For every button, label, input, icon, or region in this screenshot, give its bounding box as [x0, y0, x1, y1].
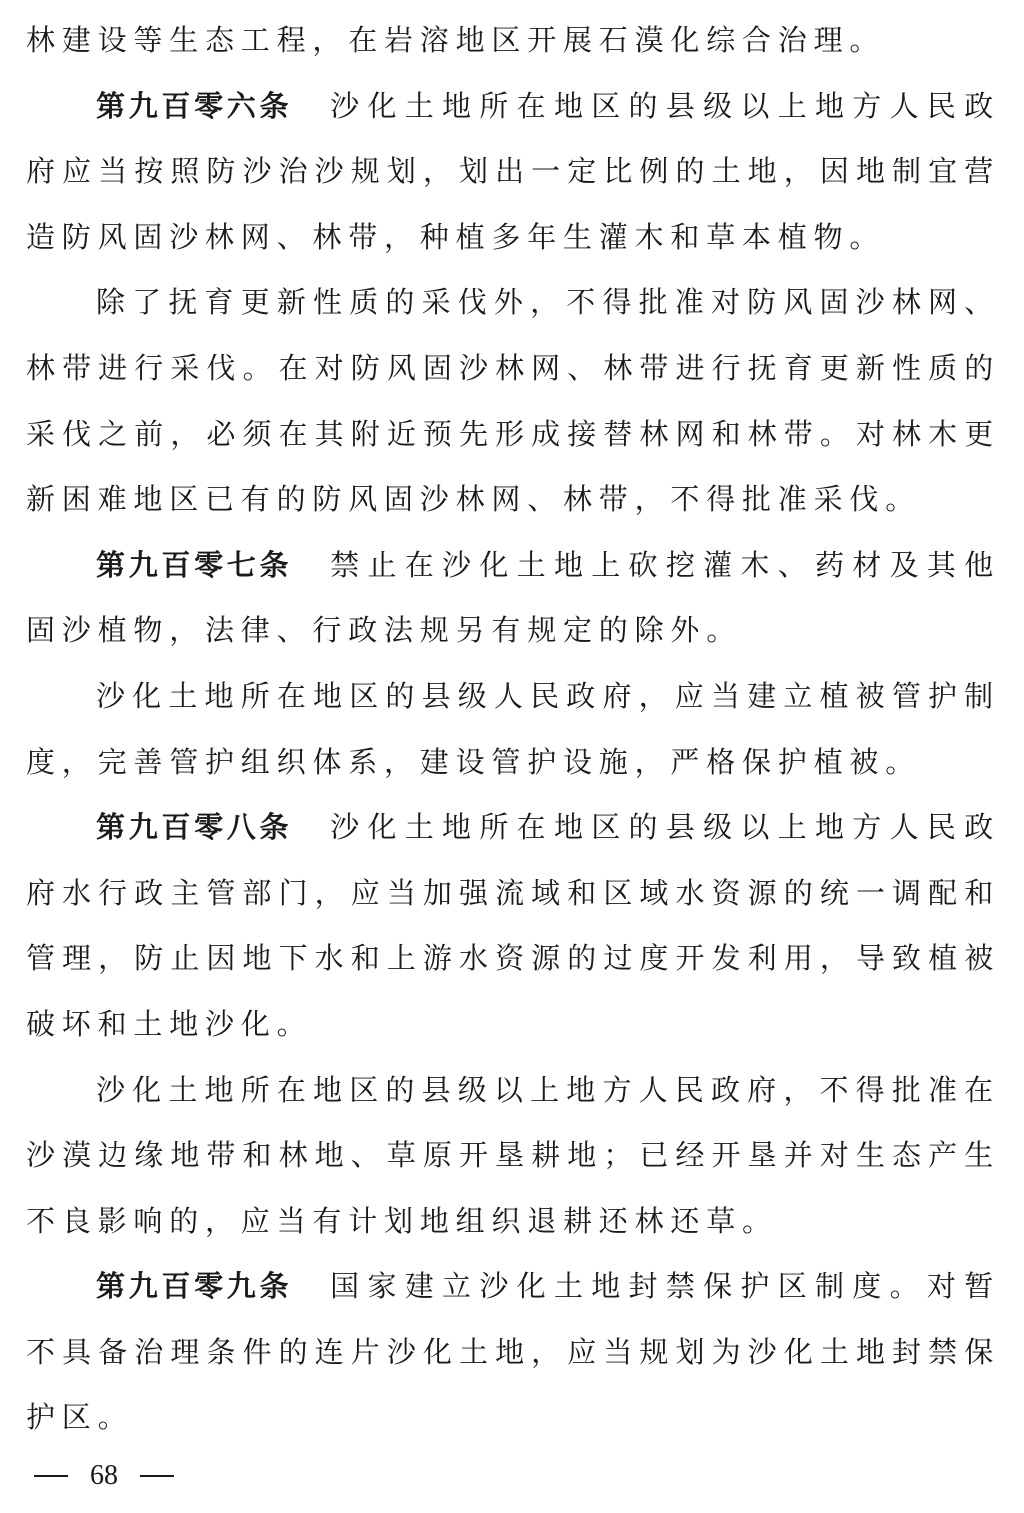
article-907-paragraph-2	[26, 664, 1000, 795]
paragraph-text: 沙化土地所在地区的县级以上地方人民政府应当按照防沙治沙规划，划出一定比例的土地，因地制宜营造防风固沙林网、林带，种植多年生灌木和草本植物。	[26, 88, 1000, 254]
paragraph-text: 除了抚育更新性质的采伐外，不得批准对防风固沙林网、林带进行采伐。在对防风固沙林网、林带进行抚育更新性质的采伐之前，必须在其附近预先形成接替林网和林带。对林木更新困难地区已有的防风固沙林网、林带，不得批准采伐。	[26, 285, 1000, 517]
article-908	[26, 795, 1000, 1057]
article-907	[26, 533, 1000, 664]
paragraph-text: 国家建立沙化土地封禁保护区制度。对暂不具备治理条件的连片沙化土地，应当规划为沙化土地封禁保护区。	[26, 1269, 1000, 1435]
paragraph-text: 禁止在沙化土地上砍挖灌木、药材及其他固沙植物，法律、行政法规另有规定的除外。	[26, 547, 1000, 648]
article-909	[26, 1254, 1000, 1451]
article-number: 第九百零七条	[96, 547, 293, 582]
article-908-paragraph-2	[26, 1058, 1000, 1255]
footer-dash-left	[34, 1475, 68, 1477]
paragraph-continuation	[26, 8, 1000, 74]
article-number: 第九百零八条	[96, 810, 293, 845]
article-number: 第九百零六条	[96, 88, 293, 123]
article-906-paragraph-2	[26, 270, 1000, 532]
article-number: 第九百零九条	[96, 1269, 293, 1304]
paragraph-text: 沙化土地所在地区的县级以上地方人民政府，不得批准在沙漠边缘地带和林地、草原开垦耕地；已经开垦并对生态产生不良影响的，应当有计划地组织退耕还林还草。	[26, 1072, 1000, 1238]
paragraph-text: 沙化土地所在地区的县级人民政府，应当建立植被管护制度，完善管护组织体系，建设管护设施，严格保护植被。	[26, 678, 1000, 779]
footer-dash-right	[140, 1475, 174, 1477]
article-906	[26, 74, 1000, 271]
page-footer	[34, 1448, 174, 1504]
paragraph-text: 林建设等生态工程，在岩溶地区开展石漠化综合治理。	[26, 23, 886, 57]
body-text	[26, 8, 1000, 1451]
page-number: 68	[90, 1460, 118, 1491]
paragraph-text: 沙化土地所在地区的县级以上地方人民政府水行政主管部门，应当加强流域和区域水资源的统一调配和管理，防止因地下水和上游水资源的过度开发利用，导致植被破坏和土地沙化。	[26, 810, 1000, 1041]
